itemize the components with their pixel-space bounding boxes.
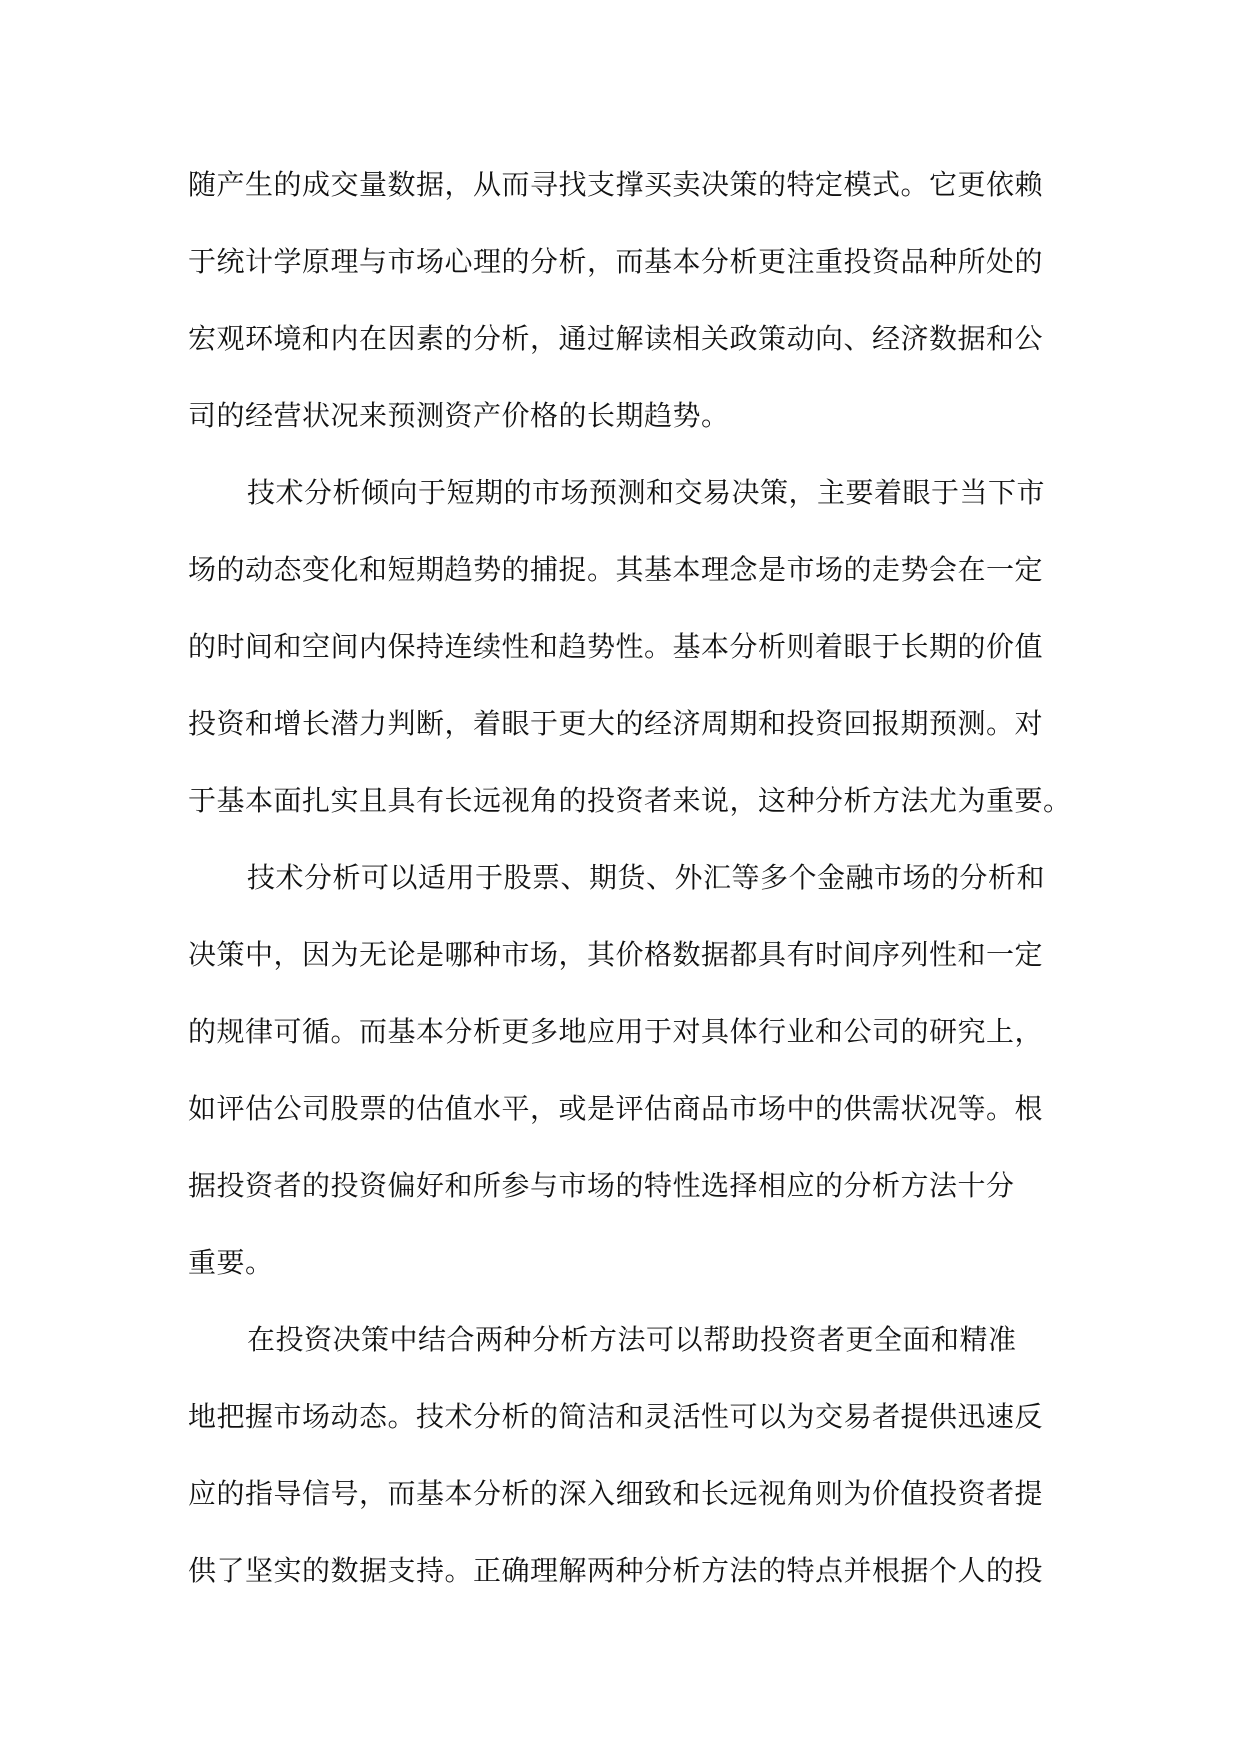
paragraph-first-line: 技术分析倾向于短期的市场预测和交易决策，主要着眼于当下市 xyxy=(247,476,1046,509)
text-line: 场的动态变化和短期趋势的捕捉。其基本理念是市场的走势会在一定 xyxy=(188,553,1044,586)
text-line: 地把握市场动态。技术分析的简洁和灵活性可以为交易者提供迅速反 xyxy=(188,1400,1044,1433)
text-line: 的规律可循。而基本分析更多地应用于对具体行业和公司的研究上， xyxy=(188,1015,1044,1048)
text-line: 供了坚实的数据支持。正确理解两种分析方法的特点并根据个人的投 xyxy=(188,1554,1044,1587)
text-line: 宏观环境和内在因素的分析，通过解读相关政策动向、经济数据和公 xyxy=(188,322,1044,355)
text-line: 据投资者的投资偏好和所参与市场的特性选择相应的分析方法十分 xyxy=(188,1169,1015,1202)
text-line: 随产生的成交量数据，从而寻找支撑买卖决策的特定模式。它更依赖 xyxy=(188,168,1044,201)
text-line: 于统计学原理与市场心理的分析，而基本分析更注重投资品种所处的 xyxy=(188,245,1044,278)
text-line: 的时间和空间内保持连续性和趋势性。基本分析则着眼于长期的价值 xyxy=(188,630,1044,663)
body-text xyxy=(188,146,1072,1609)
text-line: 决策中，因为无论是哪种市场，其价格数据都具有时间序列性和一定 xyxy=(188,938,1044,971)
text-line: 投资和增长潜力判断，着眼于更大的经济周期和投资回报期预测。对 xyxy=(188,707,1044,740)
text-line: 于基本面扎实且具有长远视角的投资者来说，这种分析方法尤为重要。 xyxy=(188,784,1072,817)
text-line: 重要。 xyxy=(188,1246,274,1279)
text-line: 应的指导信号，而基本分析的深入细致和长远视角则为价值投资者提 xyxy=(188,1477,1044,1510)
paragraph-first-line: 技术分析可以适用于股票、期货、外汇等多个金融市场的分析和 xyxy=(247,861,1046,894)
paragraph-first-line: 在投资决策中结合两种分析方法可以帮助投资者更全面和精准 xyxy=(247,1323,1017,1356)
text-line: 如评估公司股票的估值水平，或是评估商品市场中的供需状况等。根 xyxy=(188,1092,1044,1125)
text-line: 司的经营状况来预测资产价格的长期趋势。 xyxy=(188,399,730,432)
